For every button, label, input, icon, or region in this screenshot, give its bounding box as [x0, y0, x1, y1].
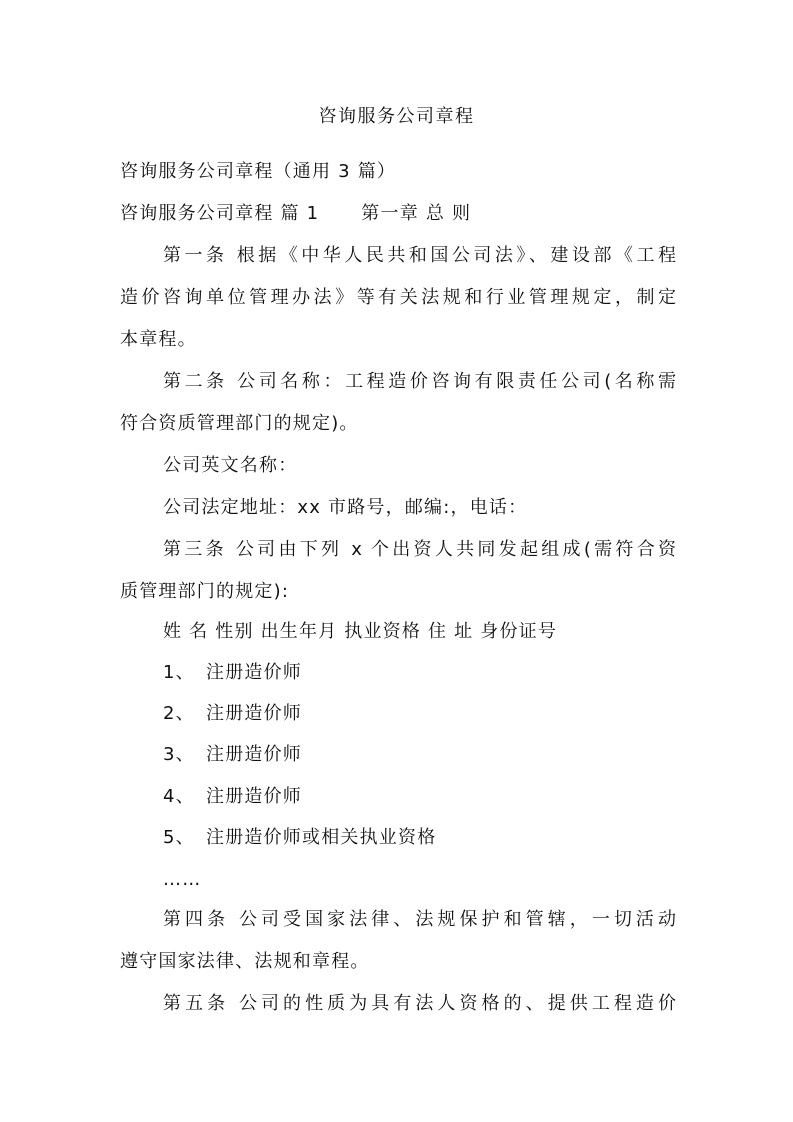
article-3-line-2: 质管理部门的规定):: [120, 581, 290, 602]
article-1-line-1: 第一条 根据《中华人民共和国公司法》、建设部《工程: [163, 245, 676, 266]
list-item-number: 5、: [163, 827, 195, 848]
list-item-qualification: 注册造价师: [206, 744, 302, 765]
table-header: 姓 名 性别 出生年月 执业资格 住 址 身份证号: [163, 621, 558, 642]
list-item-qualification: 注册造价师: [206, 703, 302, 724]
article-5-line-1: 第五条 公司的性质为具有法人资格的、提供工程造价: [163, 993, 676, 1014]
list-item: [163, 703, 719, 725]
chapter-heading: 第一章 总 则: [361, 203, 472, 224]
article-2-line-2: 符合资质管理部门的规定)。: [120, 413, 359, 434]
list-item-qualification: 注册造价师: [206, 662, 302, 683]
address-line: 公司法定地址：xx 市路号，邮编:，电话：: [163, 497, 528, 518]
list-item: [163, 744, 719, 766]
ellipsis-line: ……: [163, 869, 202, 890]
article-3-line-1: 第三条 公司由下列 x 个出资人共同发起组成(需符合资: [163, 539, 676, 560]
english-name-line: 公司英文名称：: [163, 455, 298, 476]
article-2-line-1: 第二条 公司名称：工程造价咨询有限责任公司(名称需: [163, 371, 676, 392]
list-item-number: 1、: [163, 662, 195, 683]
article-1-line-3: 本章程。: [120, 329, 197, 350]
list-item-number: 2、: [163, 703, 195, 724]
document-subtitle: 咨询服务公司章程（通用 3 篇）: [120, 161, 397, 182]
list-item: [163, 827, 719, 849]
list-item-qualification: 注册造价师或相关执业资格: [206, 827, 437, 848]
list-item-qualification: 注册造价师: [206, 786, 302, 807]
list-item-number: 4、: [163, 786, 195, 807]
article-4-line-2: 遵守国家法律、法规和章程。: [120, 951, 370, 972]
list-item: [163, 786, 719, 808]
list-item: [163, 662, 719, 684]
page-title: 咨询服务公司章程: [318, 106, 475, 127]
article-1-line-2: 造价咨询单位管理办法》等有关法规和行业管理规定，制定: [120, 287, 676, 308]
section-heading: [120, 203, 676, 225]
list-item-number: 3、: [163, 744, 195, 765]
article-4-line-1: 第四条 公司受国家法律、法规保护和管辖，一切活动: [163, 909, 676, 930]
part-heading: 咨询服务公司章程 篇 1: [120, 203, 320, 224]
